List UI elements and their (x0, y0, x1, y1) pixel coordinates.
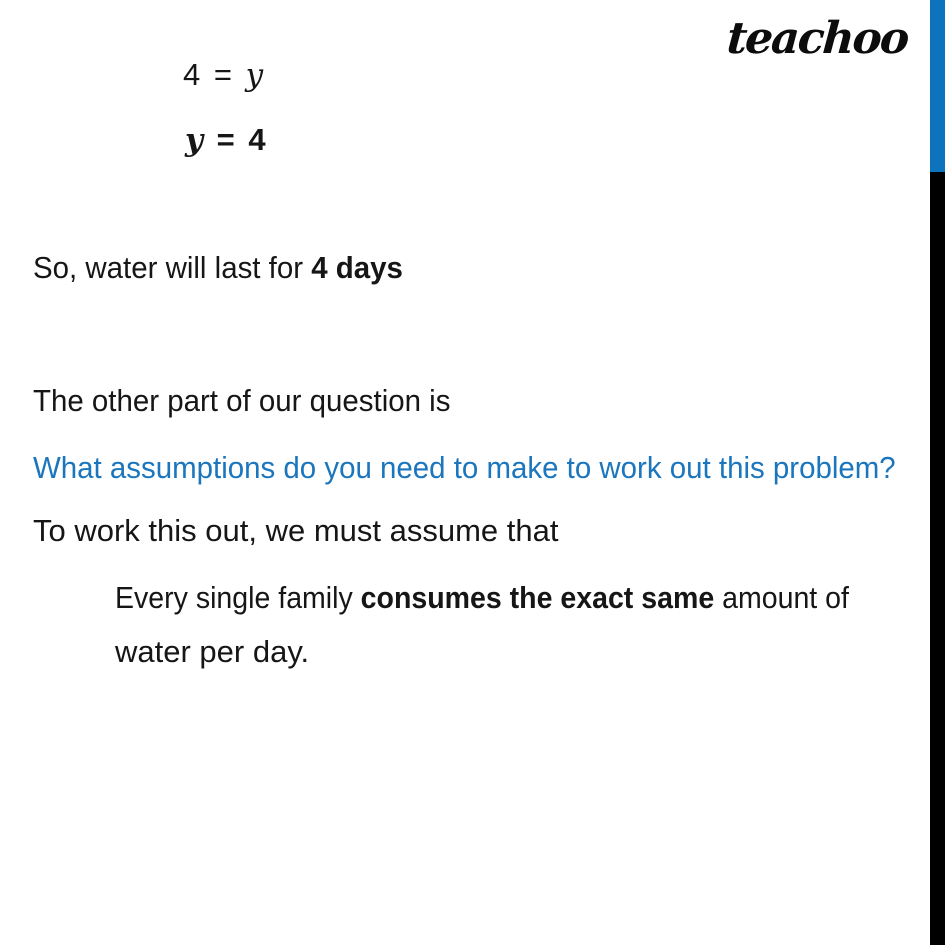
other-part-line: The other part of our question is (33, 383, 451, 418)
conclusion-text: So, water will last for (33, 250, 312, 285)
assume-intro-line: To work this out, we must assume that (33, 513, 559, 548)
assumption-line-1 (115, 579, 849, 617)
assumption-suffix: amount of (714, 580, 849, 615)
conclusion-bold-text: 4 days (311, 250, 403, 285)
equation-1-lhs: 4 = (183, 57, 246, 92)
equation-line-2 (185, 121, 266, 159)
accent-bar-blue (930, 0, 945, 172)
teachoo-logo: teachoo (724, 13, 909, 64)
question-line: What assumptions do you need to make to work out this problem? (33, 450, 896, 485)
equation-line-1 (183, 56, 263, 94)
accent-bar-black (930, 172, 945, 945)
assumption-bold-text: consumes the exact same (360, 580, 715, 615)
equation-2-rhs: = 4 (203, 122, 266, 157)
equation-2-variable: y (185, 122, 204, 158)
conclusion-line (33, 249, 403, 287)
equation-1-variable: y (245, 57, 264, 93)
assumption-line-2: water per day. (115, 634, 310, 669)
assumption-prefix: Every single family (115, 580, 361, 615)
